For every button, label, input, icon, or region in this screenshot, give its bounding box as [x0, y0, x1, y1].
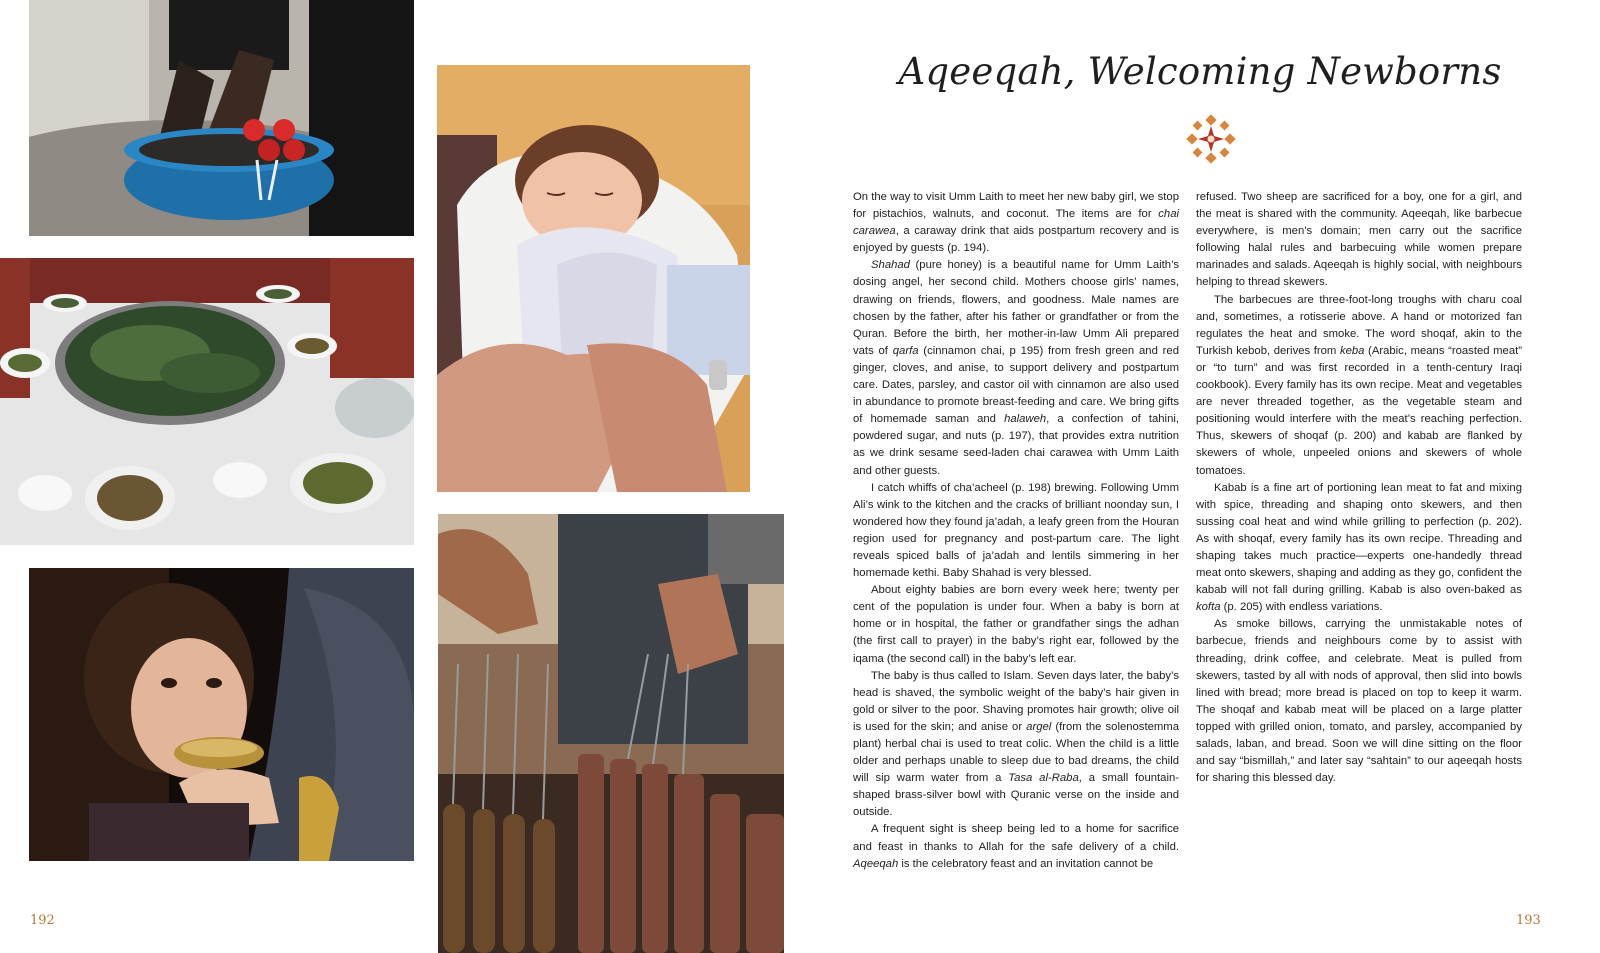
page-number-right: 193 — [1516, 913, 1541, 928]
text-column-right — [1196, 189, 1522, 787]
text-run: (from the solenostemma plant) herbal chai is used to treat colic. When the child is a little older and perhaps unable to sleep due to bad dreams, the child will sip warm water from a — [853, 720, 1179, 785]
text-run: On the way to visit Umm Laith to meet her new baby girl, we stop for pistachios, walnuts, and coconut. The items are for — [853, 191, 1179, 221]
page-title: Aqeeqah, Welcoming Newborns — [898, 50, 1502, 93]
paragraph — [853, 189, 1179, 257]
photo-kabab-skewers — [438, 514, 784, 953]
text-run: , a confection of tahini, powdered sugar, and nuts (p. 197), that provides extra nutrition as we drink sesame seed-laden chai carawea with Umm Laith and other guests. — [853, 413, 1180, 477]
text-run: The baby is thus called to Islam. Seven days later, the baby’s head is shaved, the symbolic weight of the baby’s hair given in gold or silver to the poor. Shaving promotes hair growth; olive oil is used for the skin; and anise or — [853, 669, 1179, 733]
text-run: The barbecues are three-foot-long troughs with charu coal and, sometimes, a rotisserie above. A hand or motorized fan regulates the heat and smoke. The word shoqaf, akin to the Turkish kebob, derives from — [1196, 293, 1522, 357]
text-run: (p. 205) with endless variations. — [1220, 601, 1383, 614]
photo-girl-drinking — [29, 568, 414, 861]
paragraph: About eighty babies are born every week here; twenty per cent of the population is under four. When a baby is born at home or in hospital, the father or grandfather sings the adhan (the first call to prayer) in the baby’s right ear, followed by the iqama (the second call) in the baby’s left ear. — [853, 584, 1179, 665]
italic-term: chai carawea — [853, 208, 1179, 238]
text-run: (Arabic, means “roasted meat” or “to turn” and was first recorded in a tenth-century Iraqi cookbook). Every family has its own recipe. Meat and vegetables are never threaded together, as the vegetable steam and positioning would interfere with the meat’s reaching perfection. Thus, skewers of shoqaf (p. 200) and kabab are flanked by skewers of whole, unpeeled onions and skewers of whole tomatoes. — [1196, 344, 1522, 477]
italic-term: Tasa al-Raba — [1008, 772, 1079, 785]
paragraph — [1196, 480, 1522, 617]
photo-floor-table — [0, 258, 414, 545]
text-run: A frequent sight is sheep being led to a home for sacrifice and feast in thanks to Allah for the safe delivery of a child. — [853, 823, 1179, 853]
italic-term: argel — [1026, 720, 1052, 733]
italic-term: keba — [1339, 344, 1365, 357]
italic-term: Shahad — [871, 259, 910, 272]
paragraph: As smoke billows, carrying the unmistakable notes of barbecue, friends and neighbours come by to assist with threading, drink coffee, and celebrate. Meat is pulled from skewers, tasted by all with nods of approval, then slid into bowls lined with bread; more bread is placed on top to keep it warm. The shoqaf and kabab meat will be placed on a large platter topped with grilled onion, tomato, and parsley, accompanied by salads, laban, and bread. Soon we will dine sitting on the floor and say “bismillah,” and later say “sahtain” to our aqeeqah hosts for sharing this blessed day. — [1196, 618, 1522, 785]
photo-newborn — [437, 65, 750, 492]
text-run: is the celebratory feast and an invitation cannot be — [898, 857, 1154, 870]
italic-term: kofta — [1196, 601, 1221, 614]
paragraph: I catch whiffs of cha’acheel (p. 198) brewing. Following Umm Ali’s wink to the kitchen and the cracks of brilliant noonday sun, I wondered how they found ja’adah, a leafy green from the Houran region used for pregnancy and post-partum care. The light reveals spiced balls of ja’adah and lentils simmering in her homemade kethi. Baby Shahad is very blessed. — [853, 481, 1179, 580]
text-run: Kabab is a fine art of portioning lean meat to fat and mixing with spice, threading and shaping onto skewers, and then sussing coal heat and wind while grilling to perfection (p. 202). As with shoqaf, every family has its own recipe. Threading and shaping takes much practice—experts one-handedly thread meat onto skewers, shaping and adding as they go, confident the kabab will not fall during grilling. Kabab is also oven-baked as — [1196, 481, 1522, 597]
paragraph — [1196, 292, 1522, 480]
text-column-left — [853, 189, 1179, 873]
italic-term: qarfa — [892, 344, 919, 357]
photo-washing-skewers — [29, 0, 414, 236]
text-run: (cinnamon chai, p 195) from fresh green and red ginger, cloves, and anise, to support delivery and postpartum care. Dates, parsley, and castor oil with cinnamon are also used in abundance to promote breast-feeding and care. We bring gifts of homemade saman and — [853, 344, 1179, 426]
page-number-left: 192 — [30, 913, 55, 928]
text-run: , a caraway drink that aids postpartum recovery and is enjoyed by guests (p. 194). — [853, 225, 1179, 255]
geometric-star-ornament-icon — [1186, 114, 1236, 164]
italic-term: halaweh — [1004, 413, 1047, 426]
paragraph — [853, 257, 1179, 479]
paragraph — [853, 668, 1179, 822]
paragraph: refused. Two sheep are sacrificed for a boy, one for a girl, and the meat is shared with the community. Aqeeqah, like barbecue everywhere, is men’s domain; men carry out the sacrifice following halal rules and barbecuing while women prepare marinades and salads. Aqeeqah is highly social, with neighbours helping to thread skewers. — [1196, 191, 1522, 289]
text-run: (pure honey) is a beautiful name for Umm Laith’s dosing angel, her second child. Mothers choose girls’ names, drawing on friends, flowers, and goodness. Male names are chosen by the father, after his father or grandfather or from the Quran. Before the birth, her mother-in-law Umm Ali prepared vats of — [853, 259, 1179, 357]
italic-term: Aqeeqah — [853, 857, 899, 870]
paragraph — [853, 821, 1179, 872]
text-run: , a small fountain-shaped brass-silver bowl with Quranic verse on the inside and outside. — [853, 772, 1180, 819]
